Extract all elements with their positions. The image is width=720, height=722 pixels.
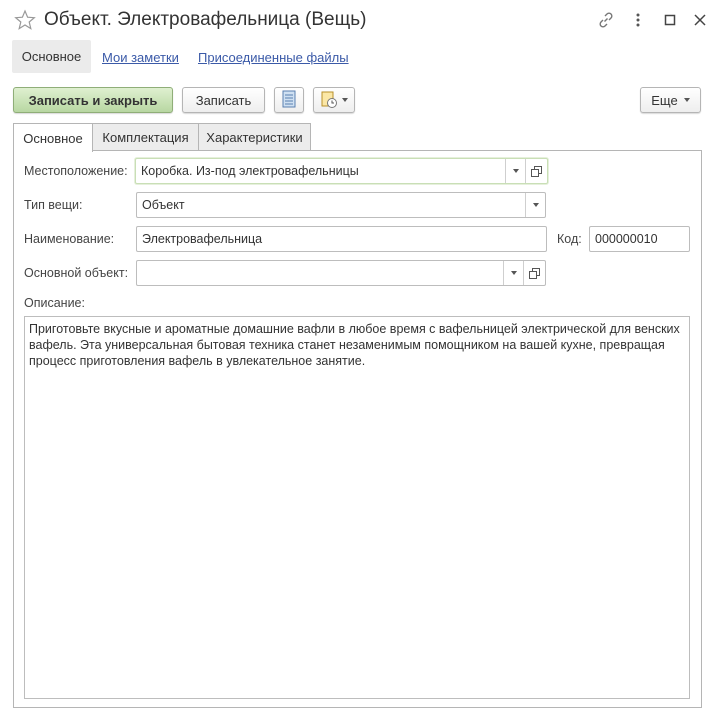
main-object-label: Основной объект: (24, 266, 129, 280)
name-label: Наименование: (24, 232, 115, 246)
location-field[interactable] (135, 158, 548, 184)
type-dropdown-button[interactable] (525, 193, 545, 217)
name-value: Электровафельница (142, 232, 263, 246)
type-select[interactable] (136, 192, 546, 218)
code-field[interactable] (589, 226, 690, 252)
chevron-down-icon (684, 98, 690, 102)
description-label: Описание: (24, 296, 85, 310)
main-object-field[interactable] (136, 260, 546, 286)
save-button[interactable]: Записать (182, 87, 265, 113)
document-list-button[interactable] (274, 87, 304, 113)
location-value: Коробка. Из-под электровафельницы (141, 164, 359, 178)
description-textarea[interactable]: Приготовьте вкусные и ароматные домашние вафли в любое время с вафельницей электрической для венских вафель. Эта универсальная бытовая техника станет незаменимым помощником на вашей кухне, превращая процесс приготовления вафель в увлекательное занятие. (24, 316, 690, 699)
report-menu-button[interactable] (313, 87, 355, 113)
chevron-down-icon (513, 169, 519, 173)
close-icon[interactable] (690, 10, 710, 30)
type-value: Объект (142, 198, 185, 212)
chevron-down-icon (533, 203, 539, 207)
chevron-down-icon (511, 271, 517, 275)
name-field[interactable] (136, 226, 547, 252)
report-clock-icon (320, 91, 338, 109)
nav-item-attached-files[interactable]: Присоединенные файлы (198, 50, 349, 65)
maximize-icon[interactable] (660, 10, 680, 30)
location-open-button[interactable] (525, 159, 547, 183)
code-value: 000000010 (595, 232, 658, 246)
main-object-dropdown-button[interactable] (503, 261, 523, 285)
location-label: Местоположение: (24, 164, 128, 178)
star-icon[interactable] (14, 9, 36, 31)
save-and-close-button[interactable]: Записать и закрыть (13, 87, 173, 113)
link-icon[interactable] (596, 10, 616, 30)
more-icon[interactable] (628, 10, 648, 30)
more-actions-label: Еще (651, 92, 678, 108)
nav-item-main[interactable]: Основное (12, 40, 91, 73)
tab-kit[interactable]: Комплектация (92, 123, 199, 151)
nav-item-my-notes[interactable]: Мои заметки (102, 50, 179, 65)
tab-characteristics[interactable]: Характеристики (198, 123, 311, 151)
open-window-icon (531, 166, 542, 177)
window-title: Объект. Электровафельница (Вещь) (44, 9, 367, 30)
document-list-icon (282, 90, 296, 111)
main-object-open-button[interactable] (523, 261, 545, 285)
code-label: Код: (557, 232, 582, 246)
location-dropdown-button[interactable] (505, 159, 525, 183)
open-window-icon (529, 268, 540, 279)
chevron-down-icon (342, 98, 348, 102)
type-label: Тип вещи: (24, 198, 83, 212)
more-actions-button[interactable] (640, 87, 701, 113)
tab-main[interactable]: Основное (13, 123, 93, 152)
